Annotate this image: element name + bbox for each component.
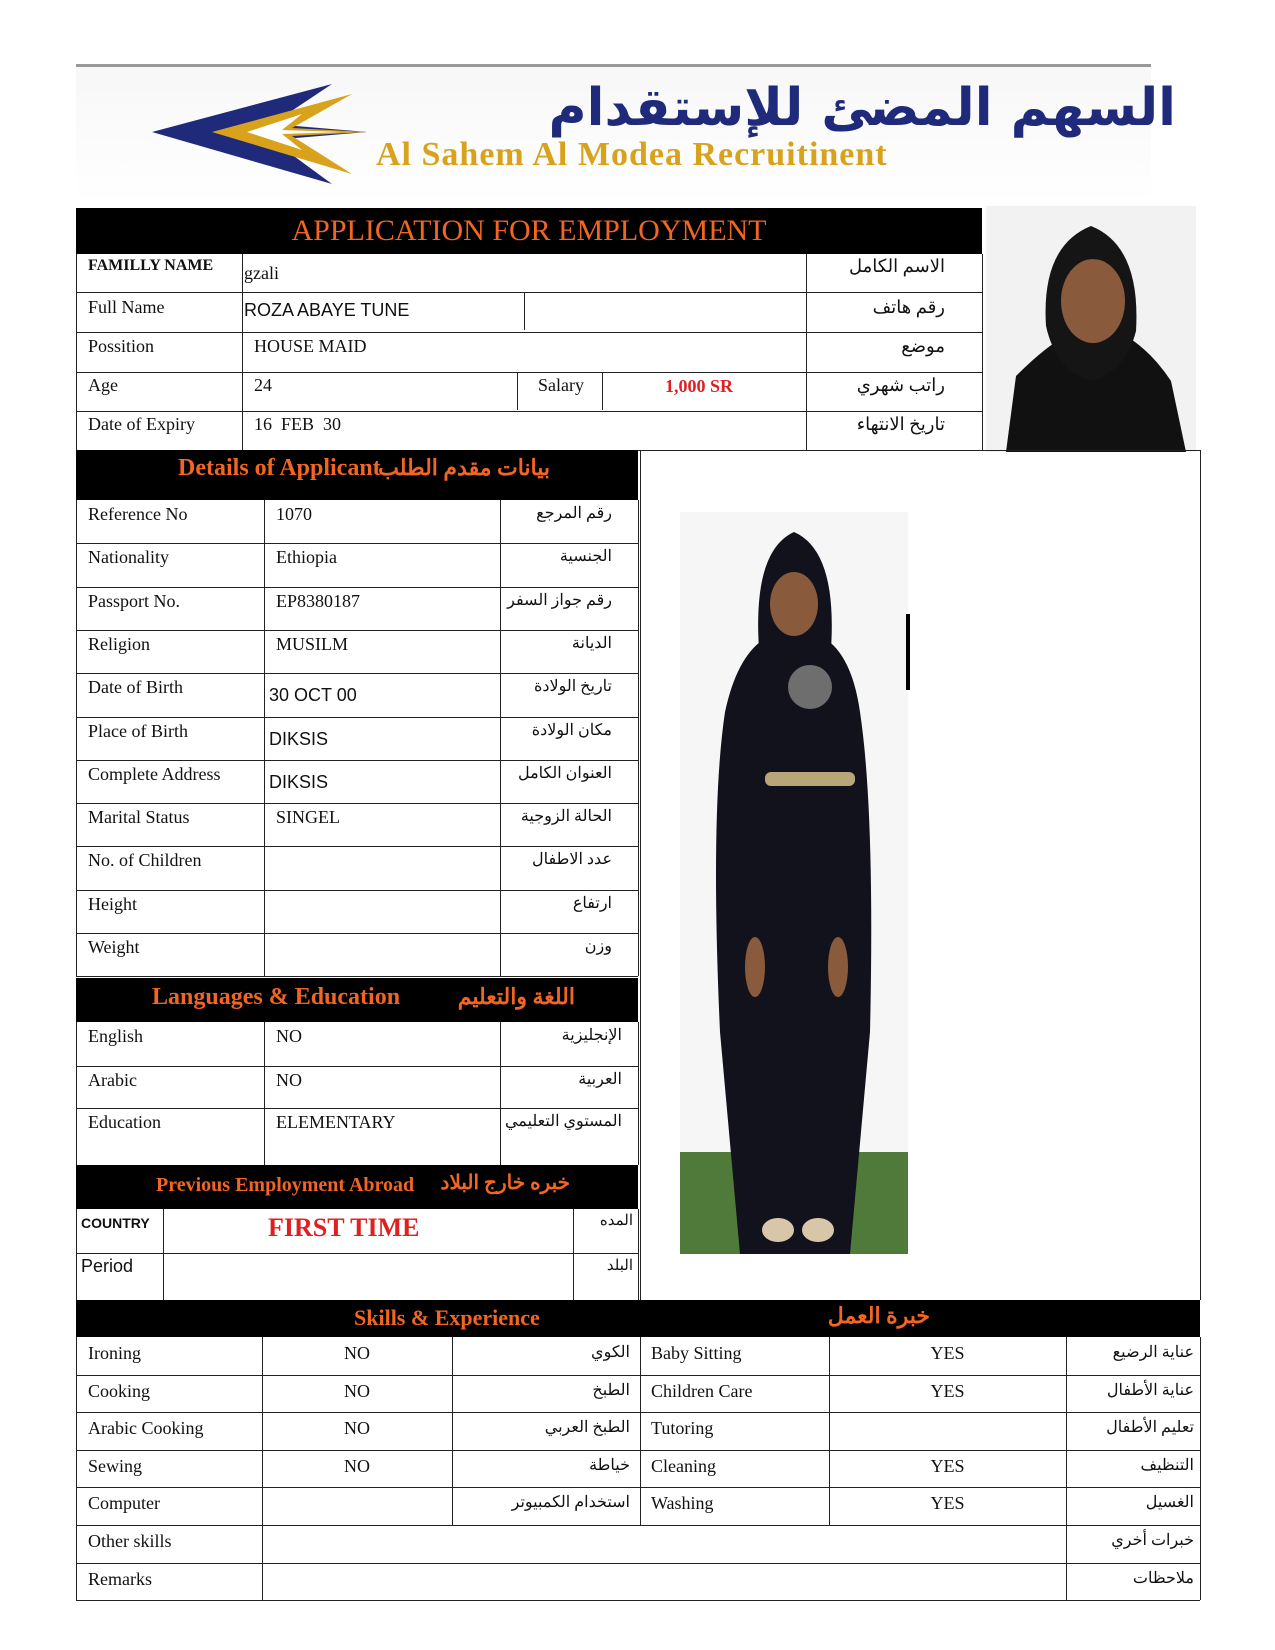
page-title: APPLICATION FOR EMPLOYMENT — [291, 214, 767, 247]
details-ar: الجنسية — [559, 548, 612, 566]
details-ar: رقم جواز السفر — [507, 591, 612, 609]
language-label: Arabic — [88, 1070, 137, 1090]
skill-label: Baby Sitting — [651, 1343, 742, 1363]
skill-ar: الطبخ — [592, 1381, 630, 1399]
skill-ar: استخدام الكمبيوتر — [511, 1494, 630, 1512]
details-ar: الحالة الزوجية — [520, 808, 612, 826]
expiry-ar: تاريخ الانتهاء — [856, 414, 945, 434]
skill-label: Washing — [651, 1493, 714, 1514]
skill-value: NO — [344, 1418, 370, 1439]
details-label: Reference No — [88, 504, 188, 524]
previous-heading-en: Previous Employment Abroad — [156, 1174, 415, 1196]
language-ar: العربية — [578, 1071, 622, 1088]
full-name-ar: رقم هاتف — [872, 297, 945, 317]
previous-heading-ar: خبره خارج البلاد — [440, 1172, 570, 1194]
country-value: FIRST TIME — [268, 1213, 420, 1242]
language-ar: الإنجليزية — [561, 1027, 622, 1044]
skill-value: NO — [344, 1380, 370, 1401]
skill-ar: عناية الأطفال — [1106, 1381, 1194, 1399]
skill-ar: عناية الرضيع — [1112, 1344, 1194, 1361]
details-value: Ethiopia — [276, 547, 337, 568]
age-label: Age — [88, 375, 118, 395]
logo-english: Al Sahem Al Modea Recruitinent — [376, 136, 888, 173]
remarks-ar: ملاحظات — [1132, 1569, 1194, 1587]
skill-value: YES — [930, 1380, 965, 1401]
details-value: EP8380187 — [276, 590, 361, 611]
skill-label: Tutoring — [651, 1418, 714, 1439]
details-label: Place of Birth — [88, 720, 188, 741]
skills-heading-en: Skills & Experience — [354, 1305, 540, 1330]
skill-ar: التنظيف — [1140, 1456, 1194, 1474]
skill-ar: تعليم الأطفال — [1106, 1419, 1194, 1437]
details-label: Religion — [88, 633, 150, 654]
language-value: NO — [276, 1026, 302, 1046]
portrait-photo — [986, 206, 1196, 452]
skill-ar: الكوي — [591, 1344, 630, 1361]
details-heading-ar: بيانات مقدم الطلب — [378, 455, 550, 480]
skill-value: NO — [344, 1455, 370, 1476]
details-label: Weight — [88, 937, 140, 957]
remarks-label: Remarks — [88, 1568, 152, 1589]
family-name-label: FAMILLY NAME — [88, 257, 214, 274]
details-ar: الديانة — [571, 634, 612, 652]
details-heading-en: Details of Applicant — [178, 455, 381, 481]
details-value: MUSILM — [276, 633, 349, 654]
details-ar: ارتفاع — [572, 894, 612, 912]
skill-value: YES — [930, 1493, 965, 1514]
skill-value: YES — [930, 1343, 965, 1363]
details-value: 1070 — [276, 504, 312, 524]
languages-heading-ar: اللغة والتعليم — [457, 984, 575, 1009]
skill-label: Computer — [88, 1493, 160, 1514]
details-value: 30 OCT 00 — [269, 685, 357, 706]
family-name-value: gzali — [244, 263, 279, 283]
age-value: 24 — [254, 375, 272, 395]
details-value: DIKSIS — [269, 771, 329, 792]
salary-label: Salary — [538, 375, 584, 395]
expiry-value: 16 FEB 30 — [254, 414, 342, 434]
skill-label: Arabic Cooking — [88, 1418, 204, 1439]
period-ar: البلد — [606, 1258, 633, 1274]
family-name-ar: الاسم الكامل — [848, 256, 945, 276]
language-ar: المستوي التعليمي — [504, 1113, 622, 1130]
language-label: Education — [88, 1112, 161, 1132]
arrow-logo-icon — [152, 84, 382, 189]
details-label: Height — [88, 893, 137, 914]
details-ar: العنوان الكامل — [517, 764, 612, 782]
salary-value: 1,000 SR — [665, 376, 734, 396]
details-ar: وزن — [584, 938, 612, 955]
photo-divider — [906, 614, 910, 690]
logo-banner — [76, 64, 1176, 204]
other-skills-ar: خبرات أخري — [1111, 1532, 1194, 1549]
skill-ar: الغسيل — [1145, 1494, 1194, 1512]
country-ar: المده — [599, 1213, 633, 1229]
period-label: Period — [81, 1256, 134, 1276]
skill-label: Ironing — [88, 1343, 141, 1363]
skill-value: YES — [930, 1455, 965, 1476]
details-value: DIKSIS — [269, 728, 329, 749]
country-label: COUNTRY — [81, 1215, 150, 1231]
skill-ar: خياطة — [589, 1456, 630, 1474]
details-ar: عدد الاطفال — [532, 851, 612, 869]
full-name-value: ROZA ABAYE TUNE — [244, 300, 410, 320]
details-ar: تاريخ الولادة — [533, 678, 612, 696]
language-value: ELEMENTARY — [276, 1112, 396, 1132]
languages-heading-en: Languages & Education — [152, 984, 401, 1010]
details-ar: رقم المرجع — [536, 505, 612, 522]
details-label: No. of Children — [88, 850, 202, 871]
details-label: Nationality — [88, 547, 169, 568]
full-name-label: Full Name — [88, 297, 165, 317]
other-skills-label: Other skills — [88, 1531, 172, 1551]
language-value: NO — [276, 1070, 302, 1090]
skill-label: Cleaning — [651, 1455, 716, 1476]
full-body-photo — [680, 512, 908, 1254]
language-label: English — [88, 1026, 144, 1046]
details-label: Complete Address — [88, 763, 221, 784]
details-label: Passport No. — [88, 590, 181, 611]
details-ar: مكان الولادة — [531, 721, 612, 739]
position-ar: موضع — [901, 336, 945, 356]
details-value: SINGEL — [276, 807, 340, 828]
skill-label: Children Care — [651, 1380, 753, 1401]
details-label: Date of Birth — [88, 677, 183, 698]
skill-label: Sewing — [88, 1455, 142, 1476]
details-label: Marital Status — [88, 807, 190, 828]
skill-value: NO — [344, 1343, 370, 1363]
position-value: HOUSE MAID — [254, 336, 367, 356]
skills-heading-bar — [76, 1300, 1200, 1337]
skill-label: Cooking — [88, 1380, 151, 1401]
expiry-label: Date of Expiry — [88, 414, 195, 434]
skills-heading-ar: خبرة العمل — [827, 1303, 930, 1328]
salary-ar: راتب شهري — [856, 375, 945, 395]
logo-arabic: السهم المضئ للإستقدام — [548, 78, 1176, 138]
position-label: Possition — [88, 336, 155, 356]
skill-ar: الطبخ العربي — [544, 1419, 630, 1437]
